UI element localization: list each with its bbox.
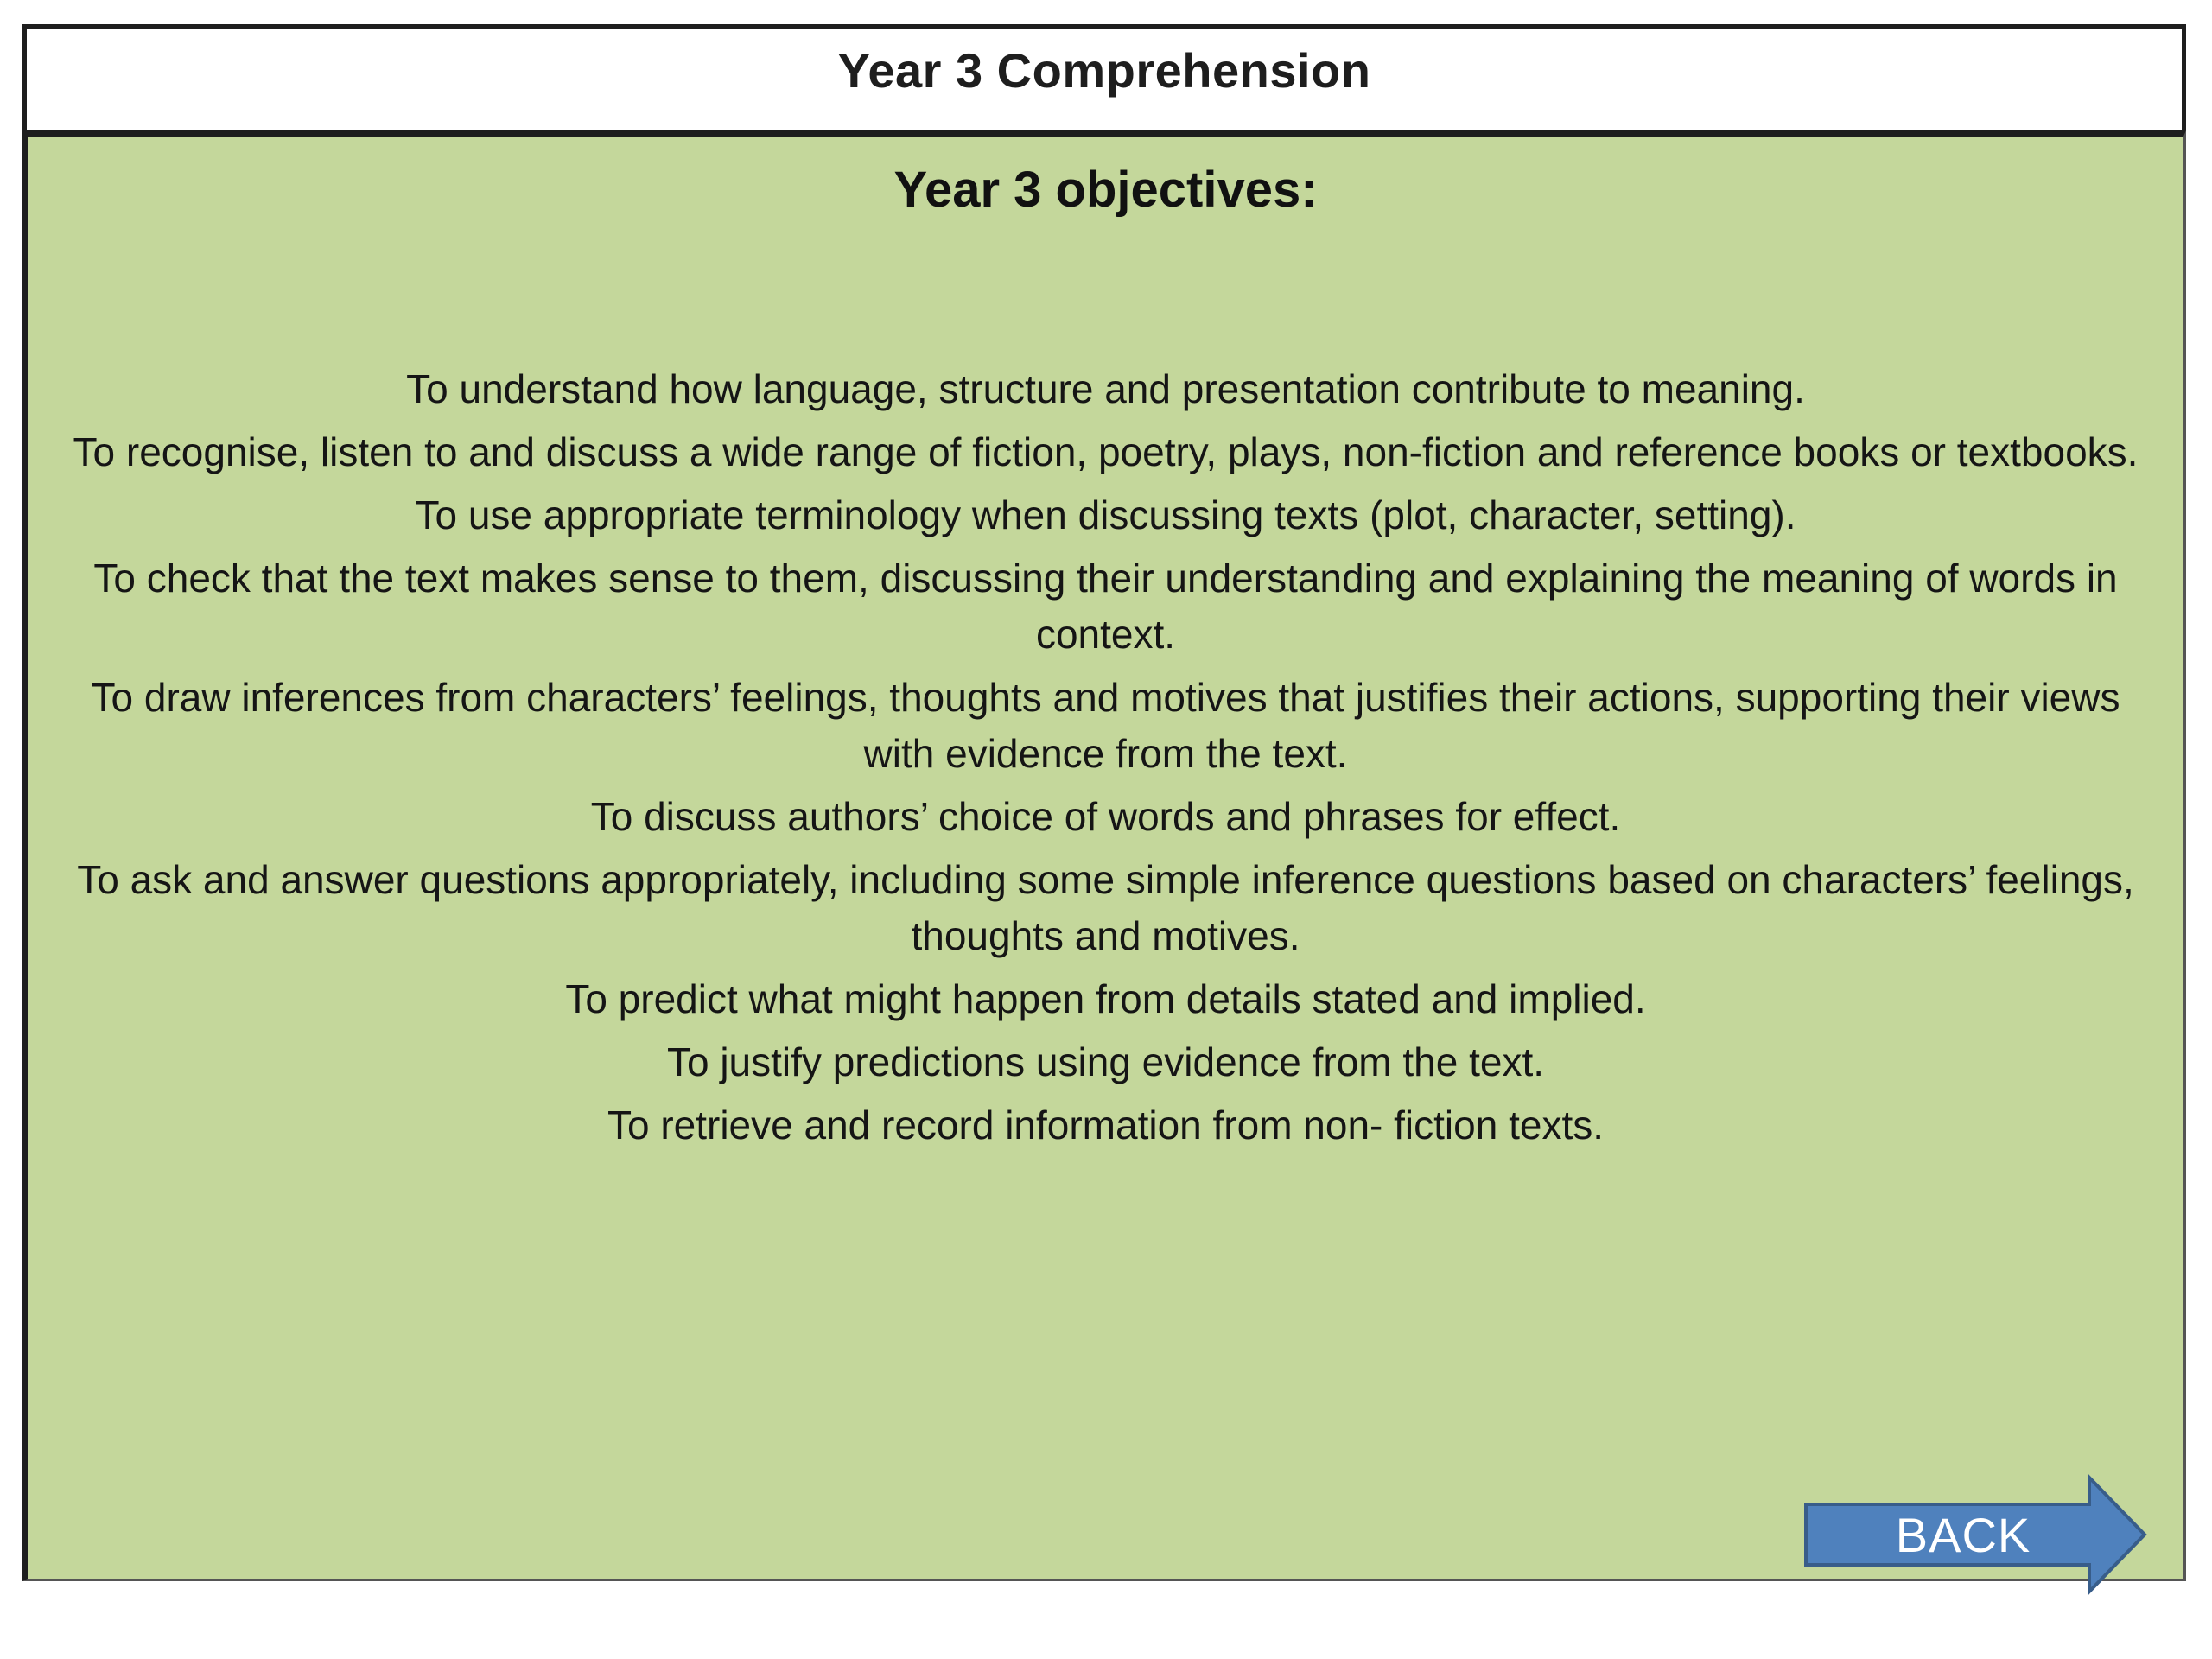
back-button[interactable] xyxy=(1802,1474,2148,1595)
title-bar xyxy=(22,24,2186,135)
back-label: BACK xyxy=(1895,1507,2031,1562)
objective-item: To use appropriate terminology when discussing texts (plot, character, setting). xyxy=(415,493,1796,537)
objective-item: To ask and answer questions appropriately, including some simple inference questions based on characters’ feelings, thoughts and motives. xyxy=(77,857,2134,958)
objective-item: To draw inferences from characters’ feelings, thoughts and motives that justifies their actions, supporting their views with evidence from the text. xyxy=(91,675,2120,776)
slide xyxy=(22,24,2186,1581)
objective-item: To justify predictions using evidence from the text. xyxy=(666,1039,1545,1084)
objective-item: To check that the text makes sense to them, discussing their understanding and explaining the meaning of words in context. xyxy=(93,556,2118,657)
objective-item: To retrieve and record information from non- fiction texts. xyxy=(607,1103,1605,1147)
objective-item: To predict what might happen from details stated and implied. xyxy=(565,976,1646,1021)
objective-item: To discuss authors’ choice of words and phrases for effect. xyxy=(590,794,1621,839)
objectives-list xyxy=(62,361,2149,1160)
objective-item: To understand how language, structure and presentation contribute to meaning. xyxy=(406,366,1805,411)
objectives-heading: Year 3 objectives: xyxy=(893,162,1318,218)
objectives-panel xyxy=(22,130,2186,1581)
page-title: Year 3 Comprehension xyxy=(837,42,1371,98)
objective-item: To recognise, listen to and discuss a wide range of fiction, poetry, plays, non-fiction and reference books or textbooks. xyxy=(73,429,2139,474)
